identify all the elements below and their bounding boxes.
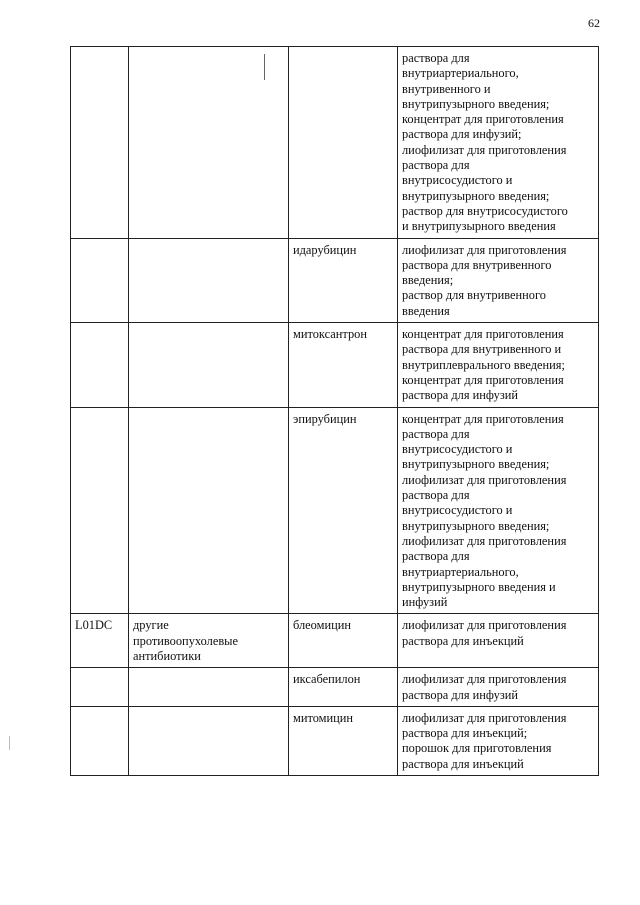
drug-name-cell xyxy=(289,407,398,614)
dosage-form-line: внутрипузырного введения; xyxy=(402,188,550,203)
drug-name-cell xyxy=(289,614,398,668)
drug-name: митоксантрон xyxy=(293,327,367,342)
drug-name: митомицин xyxy=(293,710,354,725)
dosage-form-line: введения; xyxy=(402,273,454,288)
table-body xyxy=(71,47,599,776)
table-row xyxy=(71,238,599,322)
dosage-form-line: концентрат для приготовления xyxy=(402,411,564,426)
atc-code-cell xyxy=(71,323,129,407)
dosage-form-line: раствор для внутривенного xyxy=(402,288,546,303)
dosage-form-line: лиофилизат для приготовления xyxy=(402,710,567,725)
table-row xyxy=(71,407,599,614)
dosage-forms-cell xyxy=(398,407,599,614)
dosage-form-line: концентрат для приготовления xyxy=(402,112,564,127)
drug-name-cell xyxy=(289,323,398,407)
dosage-form-line: раствора для инфузий; xyxy=(402,127,522,142)
medication-table xyxy=(70,46,599,776)
dosage-form-line: раствора для инфузий xyxy=(402,388,518,403)
drug-name: иксабепилон xyxy=(293,672,361,687)
drug-name: идарубицин xyxy=(293,242,357,257)
dosage-form-line: внутрисосудистого и xyxy=(402,503,513,518)
pharmacological-group-cell xyxy=(129,323,289,407)
atc-code-cell xyxy=(71,407,129,614)
pharmacological-group-cell xyxy=(129,47,289,239)
pharmacological-group-cell xyxy=(129,668,289,707)
dosage-form-line: внутрипузырного введения; xyxy=(402,96,550,111)
dosage-forms-cell xyxy=(398,238,599,322)
dosage-form-line: внутрисосудистого и xyxy=(402,173,513,188)
dosage-form-line: раствора для инъекций xyxy=(402,756,524,771)
scan-artifact-line xyxy=(9,736,10,750)
pharmacological-group-cell xyxy=(129,614,289,668)
drug-name: эпирубицин xyxy=(293,411,357,426)
dosage-form-line: внутриартериального, xyxy=(402,66,519,81)
dosage-form-line: раствора для инъекций; xyxy=(402,726,528,741)
dosage-form-line: лиофилизат для приготовления xyxy=(402,242,567,257)
dosage-form-line: внутрипузырного введения и xyxy=(402,579,556,594)
dosage-form-line: раствор для внутрисосудистого xyxy=(402,203,568,218)
dosage-forms-cell xyxy=(398,47,599,239)
table-row xyxy=(71,323,599,407)
dosage-form-line: внутриартериального, xyxy=(402,564,519,579)
table-row xyxy=(71,706,599,775)
dosage-form-line: концентрат для приготовления xyxy=(402,327,564,342)
atc-code-cell xyxy=(71,706,129,775)
dosage-form-line: внутрипузырного введения; xyxy=(402,518,550,533)
atc-code-cell xyxy=(71,614,129,668)
pharmacological-group-cell xyxy=(129,407,289,614)
table-row xyxy=(71,47,599,239)
dosage-form-line: раствора для xyxy=(402,158,470,173)
dosage-form-line: инфузий xyxy=(402,595,448,610)
atc-code-cell xyxy=(71,238,129,322)
dosage-forms-cell xyxy=(398,614,599,668)
dosage-form-line: внутрисосудистого и xyxy=(402,442,513,457)
atc-code-cell xyxy=(71,47,129,239)
atc-code: L01DC xyxy=(75,618,113,633)
table-row xyxy=(71,614,599,668)
dosage-form-line: раствора для xyxy=(402,51,470,65)
dosage-form-line: лиофилизат для приготовления xyxy=(402,533,567,548)
dosage-form-line: раствора для внутривенного и xyxy=(402,342,562,357)
drug-name: блеомицин xyxy=(293,618,352,633)
dosage-forms-cell xyxy=(398,668,599,707)
dosage-form-line: раствора для инъекций xyxy=(402,633,524,648)
atc-code-cell xyxy=(71,668,129,707)
dosage-forms-cell xyxy=(398,323,599,407)
group-line: антибиотики xyxy=(133,648,201,663)
dosage-form-line: лиофилизат для приготовления xyxy=(402,618,567,633)
dosage-form-line: внутрипузырного введения; xyxy=(402,457,550,472)
dosage-form-line: лиофилизат для приготовления xyxy=(402,142,567,157)
dosage-form-line: раствора для инфузий xyxy=(402,687,518,702)
dosage-form-line: раствора для xyxy=(402,488,470,503)
group-line: другие xyxy=(133,618,169,633)
dosage-form-line: раствора для внутривенного xyxy=(402,257,552,272)
dosage-form-line: внутривенного и xyxy=(402,81,491,96)
dosage-form-line: лиофилизат для приготовления xyxy=(402,472,567,487)
group-line: противоопухолевые xyxy=(133,633,238,648)
dosage-form-line: раствора для xyxy=(402,549,470,564)
dosage-form-line: порошок для приготовления xyxy=(402,741,552,756)
dosage-form-line: лиофилизат для приготовления xyxy=(402,672,567,687)
drug-name-cell xyxy=(289,47,398,239)
dosage-form-line: раствора для xyxy=(402,426,470,441)
pharmacological-group-cell xyxy=(129,706,289,775)
drug-name-cell xyxy=(289,706,398,775)
drug-name-cell xyxy=(289,668,398,707)
pharmacological-group-cell xyxy=(129,238,289,322)
dosage-form-line: концентрат для приготовления xyxy=(402,372,564,387)
dosage-form-line: и внутрипузырного введения xyxy=(402,219,556,234)
drug-name-cell xyxy=(289,238,398,322)
table-row xyxy=(71,668,599,707)
dosage-form-line: введения xyxy=(402,303,450,318)
dosage-forms-cell xyxy=(398,706,599,775)
page-number: 62 xyxy=(588,16,600,30)
dosage-form-line: внутриплеврального введения; xyxy=(402,357,565,372)
